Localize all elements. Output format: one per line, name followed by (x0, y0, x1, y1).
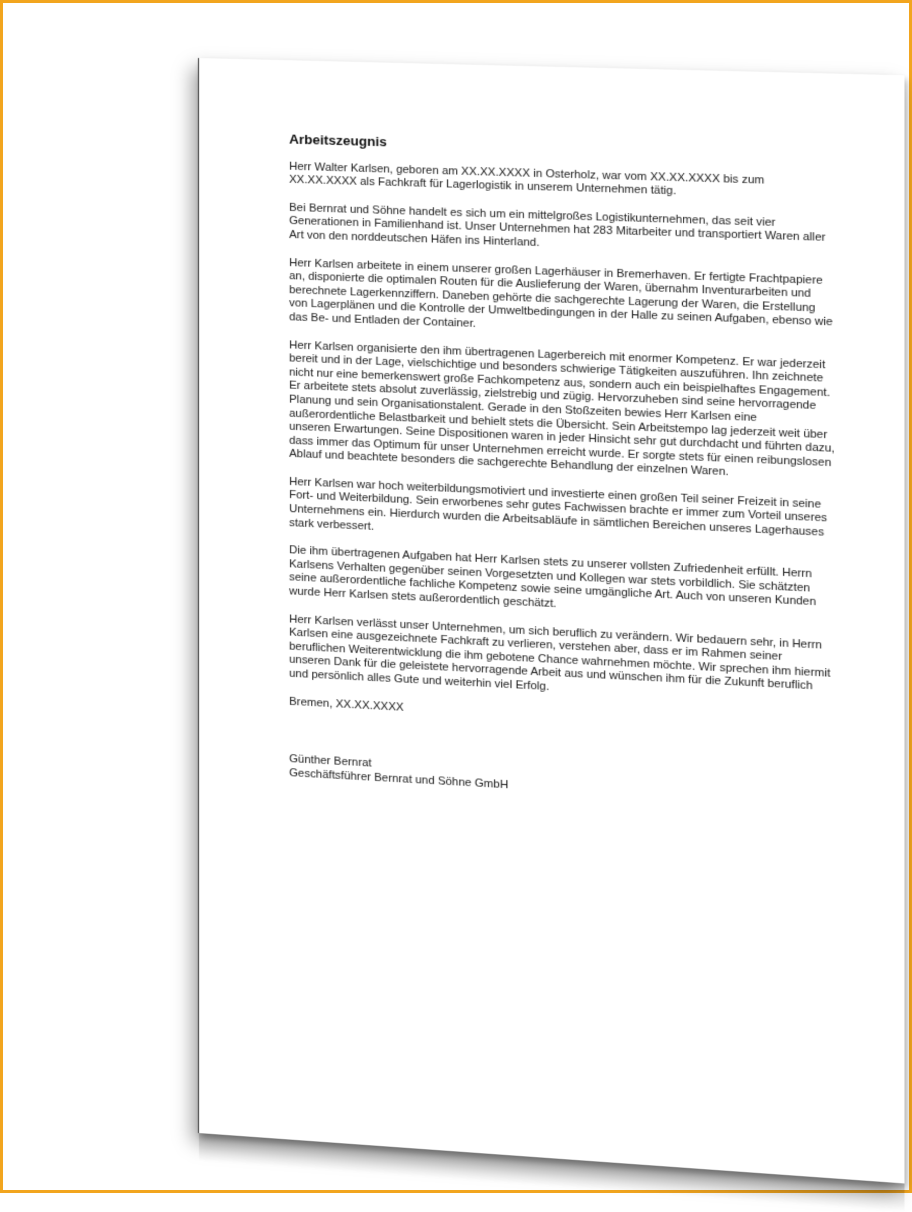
document-page (198, 58, 904, 1184)
paragraph-conduct: Die ihm übertragenen Aufgaben hat Herr Karlsen stets zu unserer vollsten Zufriedenheit erfüllt. Herrn Karlsens Verhalten gegenüber seinen Vorgesetzten und Kollegen war stets vorbildlich. Sie schätzten seine außerordentliche fachliche Kompetenz sowie seine umgängliche Art. Auch von unseren Kunden wurde Herr Karlsen stets außerordentlich geschätzt. (289, 544, 817, 611)
place-date: Bremen, XX.XX.XXXX (289, 695, 404, 714)
paragraph-training: Herr Karlsen war hoch weiterbildungsmotiviert und investierte einen großen Teil seiner Freizeit in seine Fort- und Weiterbildung. Sein erworbenes sehr gutes Fachwissen brachte er immer zum Vorteil unseres Unternehmens ein. Hierdurch wurden die Arbeitsabläufe in sämtlichen Bereichen unseres Lagerhauses stark verbessert. (289, 475, 828, 539)
signature-role: Geschäftsführer Bernrat und Söhne GmbH (289, 766, 509, 792)
document-title: Arbeitszeugnis (289, 131, 387, 150)
document-body (289, 133, 835, 811)
paragraph-farewell: Herr Karlsen verlässt unser Unternehmen, um sich beruflich zu verändern. Wir bedauern sehr, in Herrn Karlsen eine ausgezeichnete Fachkraft zu verlieren, verstehen aber, dass er im Rahmen seiner beruflichen Weiterentwicklung die ihm gebotene Chance wahrnehmen möchte. Wir sprechen ihm hiermit unseren Dank für die geleistete hervorragende Arbeit aus und wünschen ihm für die Zukunft beruflich und persönlich alles Gute und weiterhin viel Erfolg. (289, 613, 831, 694)
paragraph-tasks: Herr Karlsen arbeitete in einem unserer großen Lagerhäuser in Bremerhaven. Er fertigte Frachtpapiere an, disponierte die optimalen Routen für die Auslieferung der Waren, übernahm Inventurarbeiten und berechnete Lagerkennziffern. Daneben gehörte die sachgerechte Lagerung der Waren, die Erstellung von Lagerplänen und die Kontrolle der Umweltbedingungen in der Halle zu seinen Aufgaben, ebenso wie das Be- und Entladen der Container. (289, 256, 833, 330)
signature-name: Günther Bernrat (289, 753, 372, 770)
paragraph-company: Bei Bernrat und Söhne handelt es sich um ein mittelgroßes Logistikunternehmen, das seit vier Generationen in Familienhand ist. Unser Unternehmen hat 283 Mitarbeiter und transportiert Waren aller Art von den norddeutschen Häfen ins Hinterland. (289, 201, 826, 250)
paragraph-performance: Herr Karlsen organisierte den ihm übertragenen Lagerbereich mit enormer Kompetenz. Er war jederzeit bereit und in der Lage, vielschichtige und besonders schwierige Tätigkeiten auszuführen. Ihn zeichnete nicht nur eine bemerkenswert große Fachkompetenz aus, sondern auch ein beispielhaftes Engagement. Er arbeitete stets absolut zuverlässig, zielstrebig und zügig. Hervorzuheben sind seine hervorragende Planung und sein Organisationstalent. Gerade in den Stoßzeiten bewies Herr Karlsen eine außerordentliche Belastbarkeit und behielt stets die Übersicht. Sein Arbeitstempo lag jederzeit weit über unseren Erwartungen. Seine Dispositionen waren in jeder Hinsicht sehr gut durchdacht und führten dazu, dass immer das Optimum für unser Unternehmen erreicht wurde. Er sorgte stets für einen reibungslosen Ablauf und beachtete besonders die sachgerechte Behandlung der einzelnen Waren. (289, 338, 835, 479)
paragraph-intro: Herr Walter Karlsen, geboren am XX.XX.XXXX in Osterholz, war vom XX.XX.XXXX bis zum XX.XX.XXXX als Fachkraft für Lagerlogistik in unserem Unternehmen tätig. (289, 160, 765, 198)
